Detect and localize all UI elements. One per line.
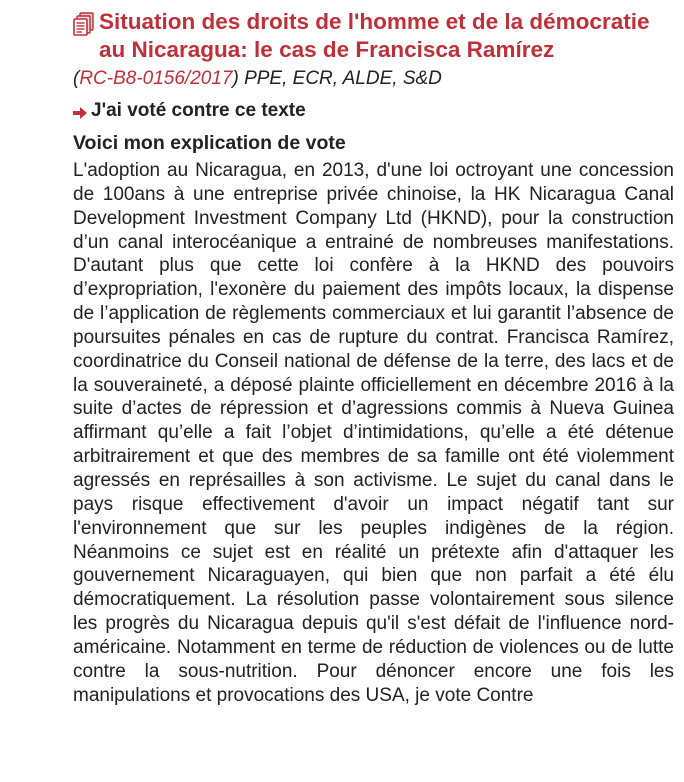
political-groups: PPE, ECR, ALDE, S&D [238,68,442,89]
title-row [73,8,679,64]
explanation-heading: Voici mon explication de vote [73,132,346,154]
reference-code-link[interactable]: RC-B8-0156/2017 [79,68,233,89]
arrow-right-icon [73,107,87,119]
reference-close-paren: ) [232,68,239,89]
document-stack-icon [73,12,95,36]
reference-line [73,66,442,92]
page-title: Situation des droits de l'homme et de la démocratie au Nicaragua: le cas de Francisca Ramírez [99,9,650,62]
explanation-text: L'adoption au Nicaragua, en 2013, d'une loi octroyant une concession de 100ans à une entreprise privée chinoise, la HK Nicaragua Canal Development Investment Company Ltd (HKND), pour la construction d’un canal interocéanique a entrainé de nombreuses manifestations. D'autant plus que cette loi confère à la HKND des pouvoirs d’expropriation, l'exonère du paiement des impôts locaux, la dispense de l’application de règlements commerciaux et lui garantit l’absence de poursuites pénales en cas de rupture du contrat. Francisca Ramírez, coordinatrice du Conseil national de défense de la terre, des lacs et de la souveraineté, a déposé plainte officiellement en décembre 2016 à la suite d’actes de répression et d’agressions commis à Nueva Guinea affirmant qu’elle a fait l’objet d’intimidations, qu’elle a été détenue arbitrairement et que des membres de sa famille ont été violemment agressés en représailles à son activisme. Le sujet du canal dans le pays risque effectivement d'avoir un impact négatif tant sur l'environnement que sur les peuples indigènes de la région. Néanmoins ce sujet est en réalité un prétexte afin d'attaquer les gouvernement Nicaraguayen, qui bien que non parfait a été élu démocratiquement. La résolution passe volontairement sous silence les progrès du Nicaragua depuis qu'il s'est défait de l'influence nord-américaine. Notamment en terme de réduction de violences ou de lutte contre la sous-nutrition. Pour dénoncer encore une fois les manipulations et provocations des USA, je vote Contre [73,160,674,706]
vote-label: J'ai voté contre ce texte [91,100,306,121]
vote-line [73,98,306,124]
reference-open-paren: ( [73,68,80,89]
